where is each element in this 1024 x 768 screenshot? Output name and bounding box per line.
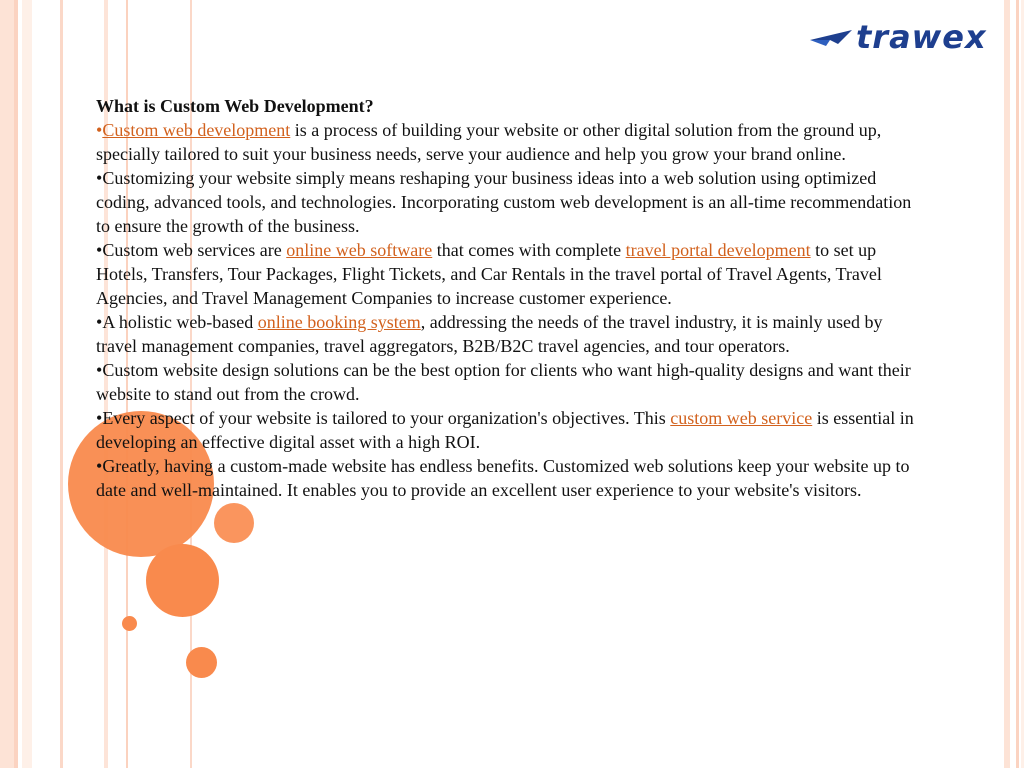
decor-circle	[214, 503, 254, 543]
decor-stripe	[22, 0, 32, 768]
bullet: •	[96, 456, 103, 476]
trawex-logo[interactable]	[808, 12, 1008, 58]
page-title: What is Custom Web Development?	[96, 96, 374, 116]
paragraph-text: , addressing the needs of the travel industry, it is mainly used by travel management companies, travel aggregators, B2B/B2C travel agencies, and tour operators.	[96, 312, 883, 356]
main-content	[96, 94, 918, 502]
paragraph-4	[96, 310, 918, 358]
paragraph-text: Customizing your website simply means reshaping your business ideas into a web solution using optimized coding, advanced tools, and technologies. Incorporating custom web development is an all-time recommendation to ensure the growth of the business.	[96, 168, 912, 236]
decor-circle	[186, 647, 217, 678]
paragraph-text: Every aspect of your website is tailored to your organization's objectives. This	[102, 408, 671, 428]
paragraph-1	[96, 118, 918, 166]
decor-stripe	[1016, 0, 1019, 768]
paragraph-text: that comes with complete	[432, 240, 626, 260]
paragraph-3	[96, 238, 918, 310]
paragraph-5	[96, 358, 918, 406]
paragraph-6	[96, 406, 918, 454]
paragraph-text: Custom website design solutions can be the best option for clients who want high-quality designs and want their website to stand out from the crowd.	[96, 360, 911, 404]
paragraph-text: to set up Hotels, Transfers, Tour Packages, Flight Tickets, and Car Rentals in the travel portal of Travel Agents, Travel Agencies, and Travel Management Companies to increase customer experience.	[96, 240, 882, 308]
bullet: •	[96, 168, 103, 188]
custom-web-service-link[interactable]: custom web service	[670, 408, 813, 428]
paragraph-text: is essential in developing an effective digital asset with a high ROI.	[96, 408, 914, 452]
decor-stripe	[0, 0, 14, 768]
paragraph-7	[96, 454, 918, 502]
online-web-software-link[interactable]: online web software	[286, 240, 433, 260]
decor-circle	[146, 544, 219, 617]
bullet: •	[96, 408, 103, 428]
decor-stripe	[1004, 0, 1010, 768]
decor-circle	[122, 616, 137, 631]
paragraph-2	[96, 166, 918, 238]
bullet: •	[96, 312, 103, 332]
travel-portal-development-link[interactable]: travel portal development	[625, 240, 811, 260]
paragraph-text: A holistic web-based	[102, 312, 258, 332]
online-booking-system-link[interactable]: online booking system	[257, 312, 421, 332]
bullet: •	[96, 120, 103, 140]
logo-text: trawex	[856, 18, 987, 56]
paragraph-text: Greatly, having a custom-made website has endless benefits. Customized web solutions keep your website up to date and well-maintained. It enables you to provide an excellent user experience to your website's visitors.	[96, 456, 910, 500]
arrow-icon	[808, 12, 854, 58]
paragraph-text: Custom web services are	[102, 240, 287, 260]
bullet: •	[96, 240, 103, 260]
bullet: •	[96, 360, 103, 380]
decor-stripe	[60, 0, 63, 768]
paragraph-text: is a process of building your website or other digital solution from the ground up, specially tailored to suit your business needs, serve your audience and help you grow your brand online.	[96, 120, 882, 164]
decor-stripe	[14, 0, 18, 768]
custom-web-development-link[interactable]: Custom web development	[102, 120, 291, 140]
